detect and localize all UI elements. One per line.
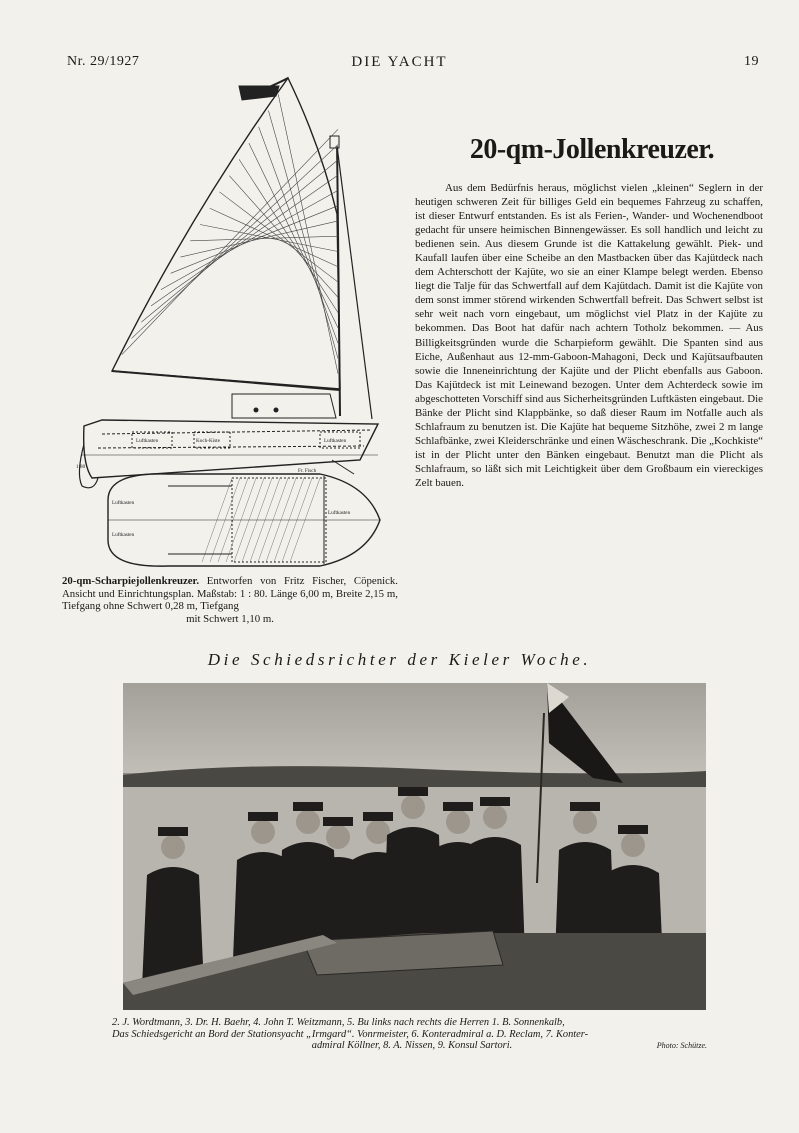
person-head (296, 810, 320, 834)
person-head (483, 805, 507, 829)
sail-seam (180, 221, 338, 257)
sail-seam (259, 127, 338, 343)
person-head (573, 810, 597, 834)
person-head (326, 825, 350, 849)
person-cap (248, 812, 278, 821)
person-head (621, 833, 645, 857)
photo-caption-line-3: admiral Köllner, 8. A. Nissen, 9. Konsul Sartori. (311, 1040, 513, 1052)
person-head (446, 810, 470, 834)
label-signature: Fr. Fisch (298, 468, 317, 474)
article-body: Aus dem Bedürfnis heraus, möglichst vielen „kleinen“ Seglern in der heutigen schweren Zeit für billiges Geld ein bequemes Fahrzeug zu schaffen, ist dieser Entwurf entstanden. Es ist als Ferien-, Wander- und Wochenendboot gedacht für unsere heimischen Binnengewässer. Es soll handlich und leicht zu bedienen sein. Aus diesem Grunde ist die Kattakelung gewählt. Piek- und Kaufall laufen über eine Scheibe an den Mastbacken über das Kajütdeck nach dem Achterschott der Kajüte, wo sie an einer Klampe belegt werden. Ebenso liegt die Talje für das Schwertfall auf dem Kajütdach. Damit ist die Kajüte von dem sonst immer störend wirkenden Schwertfall befreit. Das Schwert selbst ist sehr weit nach vorn eingebaut, um möglichst viel Platz in der Kajüte zu bekommen. Das Boot hat dafür nach achtern Totholz bekommen. — Aus Billigkeitsgründen wurde die Scharpieform gewählt. Die Spanten sind aus Eiche, Außenhaut aus 12-mm-Gaboon-Mahagoni, Deck und Kajütsaufbauten sowie die Inneneinrichtung der Kajüte und der Plicht ebenfalls aus Gaboon. Das Kajütdeck ist mit Leinewand bezogen. Unter dem Achterdeck sowie im abgeschotteten Vorschiff sind aus Sicherheitsgründen Luftkästen eingebaut. Die Bänke der Plicht sind Klappbänke, so daß dieser Raum im Notfalle auch als Schlafraum zu benutzen ist. Die Kajüte hat bequeme Sitzhöhe, zwei 2 m lange Schlafbänke, zwei Kleiderschränke und einen Wäscheschrank. Die „Kochkiste“ ist in der Plicht unter den Bänken eingebaut. Benutzt man die Plicht als Schlafraum, so läßt sich mit Leichtigkeit über dem Großbaum ein viereckiges Zelt bauen. (415, 182, 763, 489)
person-head (366, 820, 390, 844)
boat-caption-last-line: mit Schwert 1,10 m. (186, 612, 274, 625)
boat-plan-drawing (72, 74, 392, 574)
person-head (401, 795, 425, 819)
person-cap (618, 825, 648, 834)
person-cap (398, 787, 428, 796)
article-title: 20-qm-Jollenkreuzer. (469, 134, 715, 165)
sail-seam (200, 225, 338, 252)
sail-seam (210, 208, 338, 267)
photo-credit: Photo: Schütze. (656, 1041, 707, 1050)
label-scale: 1:80 (76, 464, 86, 470)
sail-seam (132, 145, 338, 339)
person-cap (570, 802, 600, 811)
person-cap (443, 802, 473, 811)
person-cap (323, 817, 353, 826)
label-plan-aft: Luftkasten (112, 500, 135, 506)
boat-caption (62, 575, 398, 625)
referees-group-photo (123, 683, 706, 1010)
photo-section-title: Die Schiedsrichter der Kieler Woche. (207, 650, 592, 669)
page-number: 19 (744, 54, 759, 69)
photo-caption-line-2: Das Schiedsgericht an Bord der Stationsyacht „Irmgard“. Vonrmeister, 6. Konteradmiral a. D. Reclam, 7. Konter- (112, 1028, 589, 1040)
sail-seam (141, 160, 338, 322)
photo-caption-line-1: 2. J. Wordtmann, 3. Dr. H. Baehr, 4. John T. Weitzmann, 5. Bu links nach rechts die Herren 1. B. Sonnenkalb, (112, 1017, 565, 1028)
label-air-tank-aft: Luftkasten (136, 438, 159, 444)
label-plan-fwd: Luftkasten (328, 510, 351, 516)
boat-caption-text: Entworfen von Fritz Fischer, Cöpenick. Ansicht und Einrichtungsplan. Maßstab: 1 : 80. Länge 6,00 m, Breite 2,15 m, Tiefgang ohne Schwert 0,28 m, Tiefgang (62, 575, 398, 613)
sail-seam (161, 190, 338, 289)
person-head (251, 820, 275, 844)
boat-caption-title: 20-qm-Scharpiejollenkreuzer. (62, 575, 200, 587)
sail-seam (151, 175, 338, 306)
person-cap (480, 797, 510, 806)
issue-number: Nr. 29/1927 (67, 54, 140, 69)
person-head (161, 835, 185, 859)
label-plan-aft-2: Luftkasten (112, 532, 135, 538)
label-air-tank-fwd: Luftkasten (324, 438, 347, 444)
label-cook-box: Koch-Kiste (196, 438, 220, 444)
person-cap (363, 812, 393, 821)
photo-caption (112, 1017, 712, 1052)
person-cap (293, 802, 323, 811)
magazine-title: DIE YACHT (351, 54, 448, 70)
person-cap (158, 827, 188, 836)
